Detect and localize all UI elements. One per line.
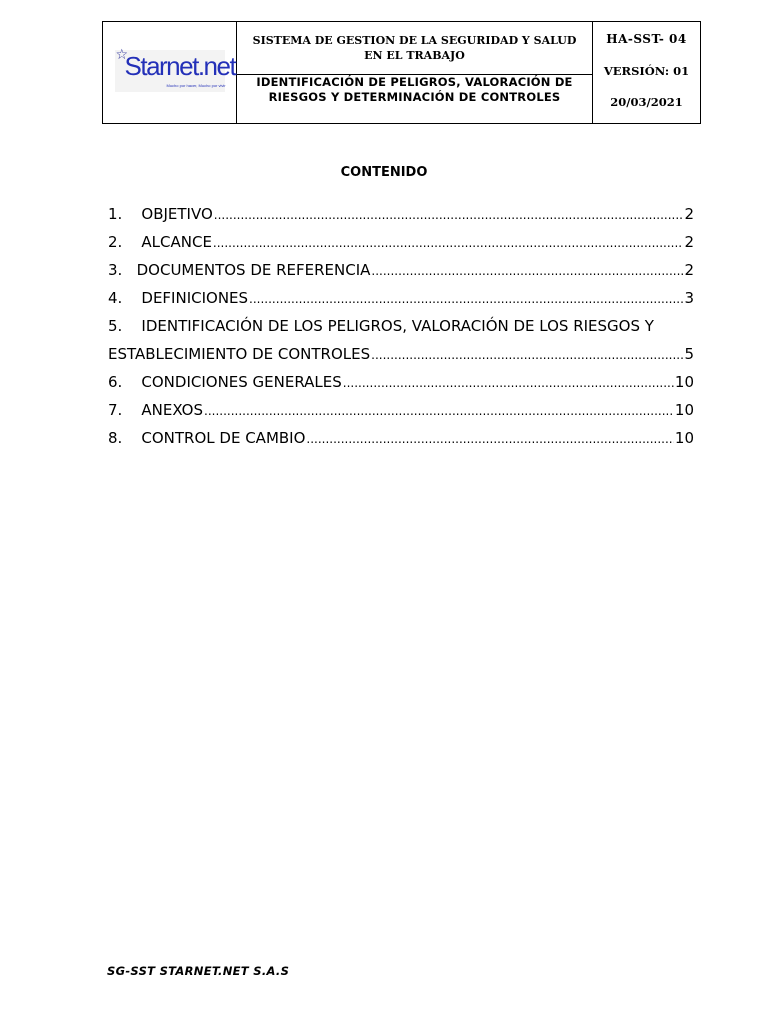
toc-item-documentos-de-referencia[interactable] [108, 261, 694, 289]
system-title: SISTEMA DE GESTION DE LA SEGURIDAD Y SALUD EN EL TRABAJO [237, 22, 592, 75]
toc-item-objetivo[interactable] [108, 205, 694, 233]
toc-leader [343, 374, 674, 392]
toc-leader [371, 346, 683, 364]
code-cell [593, 22, 701, 124]
document-date: 20/03/2021 [610, 95, 683, 109]
document-header [102, 21, 701, 124]
toc-number: 4. [108, 289, 142, 307]
table-of-contents [108, 205, 694, 457]
toc-label: DEFINICIONES [141, 289, 249, 307]
toc-label-line2: ESTABLECIMIENTO DE CONTROLES [108, 345, 371, 363]
toc-page: 10 [674, 373, 694, 391]
toc-label: DOCUMENTOS DE REFERENCIA [136, 261, 371, 279]
logo-cell [103, 22, 237, 124]
toc-page: 5 [684, 345, 694, 363]
title-cell [237, 22, 593, 124]
toc-label: ALCANCE [141, 233, 212, 251]
toc-leader [371, 262, 683, 280]
toc-number: 6. [108, 373, 142, 391]
toc-item-control-de-cambio[interactable] [108, 429, 694, 457]
toc-label: ANEXOS [141, 401, 203, 419]
content-heading: CONTENIDO [340, 165, 428, 180]
toc-item-definiciones[interactable] [108, 289, 694, 317]
toc-label: CONDICIONES GENERALES [141, 373, 342, 391]
toc-item-identificacion-de-peligros[interactable] [108, 317, 694, 363]
toc-number: 8. [108, 429, 142, 447]
toc-item-condiciones-generales[interactable] [108, 373, 694, 401]
company-logo [115, 46, 236, 92]
toc-leader [204, 402, 674, 420]
toc-number: 1. [108, 205, 142, 223]
document-code: HA-SST- 04 [606, 32, 687, 46]
toc-leader [214, 206, 684, 224]
toc-leader [249, 290, 683, 308]
document-version: VERSIÓN: 01 [603, 63, 690, 78]
toc-label: OBJETIVO [141, 205, 213, 223]
toc-page: 2 [684, 205, 694, 223]
document-title: IDENTIFICACIÓN DE PELIGROS, VALORACIÓN DE RIESGOS Y DETERMINACIÓN DE CONTROLES [256, 75, 573, 104]
toc-number: 7. [108, 401, 142, 419]
toc-page: 10 [674, 429, 694, 447]
toc-page: 10 [674, 401, 694, 419]
toc-number: 3. [108, 261, 137, 279]
toc-number: 2. [108, 233, 142, 251]
toc-page: 2 [684, 233, 694, 251]
toc-page: 2 [684, 261, 694, 279]
logo-slogan: Mucho por hacer, Mucho por vivir [166, 82, 226, 88]
toc-leader [306, 430, 674, 448]
toc-label: CONTROL DE CAMBIO [141, 429, 306, 447]
toc-item-alcance[interactable] [108, 233, 694, 261]
toc-label-line1: IDENTIFICACIÓN DE LOS PELIGROS, VALORACIÓN DE LOS RIESGOS Y [141, 317, 654, 335]
toc-item-anexos[interactable] [108, 401, 694, 429]
toc-page: 3 [684, 289, 694, 307]
page-footer: SG-SST STARNET.NET S.A.S [107, 964, 290, 978]
toc-leader [213, 234, 684, 252]
star-icon: ☆ [115, 46, 129, 63]
toc-number: 5. [108, 317, 142, 335]
logo-text: Starnet.net [124, 50, 236, 81]
